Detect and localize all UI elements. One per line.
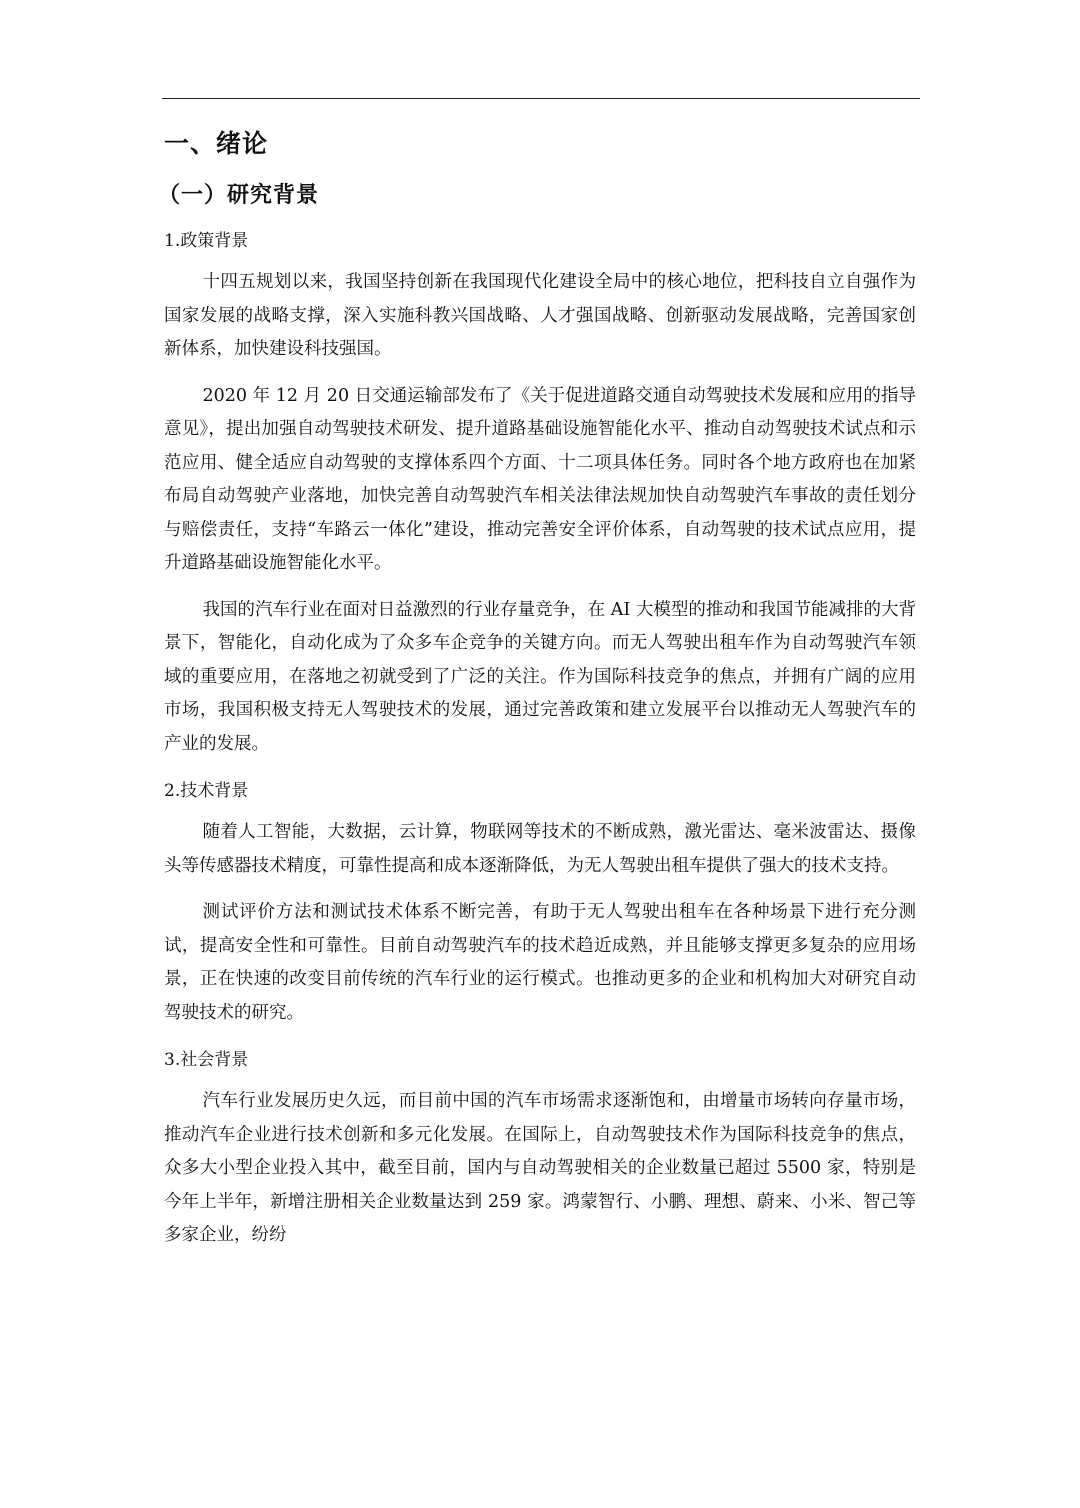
paragraph: 汽车行业发展历史久远，而目前中国的汽车市场需求逐渐饱和，由增量市场转向存量市场，推动汽车企业进行技术创新和多元化发展。在国际上，自动驾驶技术作为国际科技竞争的焦点，众多大小型企业投入其中，截至目前，国内与自动驾驶相关的企业数量已超过 5500 家，特别是今年上半年，新增注册相关企业数量达到 259 家。鸿蒙智行、小鹏、理想、蔚来、小米、智己等多家企业，纷纷 [164,1091,916,1245]
paragraph: 我国的汽车行业在面对日益激烈的行业存量竞争，在 AI 大模型的推动和我国节能减排的大背景下，智能化，自动化成为了众多车企竞争的关键方向。而无人驾驶出租车作为自动驾驶汽车领域的重要应用，在落地之初就受到了广泛的关注。作为国际科技竞争的焦点，并拥有广阔的应用市场，我国积极支持无人驾驶技术的发展，通过完善政策和建立发展平台以推动无人驾驶汽车的产业的发展。 [164,599,916,754]
paragraph: 测试评价方法和测试技术体系不断完善，有助于无人驾驶出租车在各种场景下进行充分测试，提高安全性和可靠性。目前自动驾驶汽车的技术趋近成熟，并且能够支撑更多复杂的应用场景，正在快速的改变目前传统的汽车行业的运行模式。也推动更多的企业和机构加大对研究自动驾驶技术的研究。 [164,902,916,1023]
subsection-title-technology: 2.技术背景 [164,781,249,801]
paragraph: 随着人工智能，大数据，云计算，物联网等技术的不断成熟，激光雷达、毫米波雷达、摄像头等传感器技术精度，可靠性提高和成本逐渐降低，为无人驾驶出租车提供了强大的技术支持。 [164,822,916,876]
paragraph: 2020 年 12 月 20 日交通运输部发布了《关于促进道路交通自动驾驶技术发展和应用的指导意见》，提出加强自动驾驶技术研发、提升道路基础设施智能化水平、推动自动驾驶技术试点和示范应用、健全适应自动驾驶的支撑体系四个方面、十二项具体任务。同时各个地方政府也在加紧布局自动驾驶产业落地，加快完善自动驾驶汽车相关法律法规加快自动驾驶汽车事故的责任划分与赔偿责任，支持“车路云一体化”建设，推动完善安全评价体系，自动驾驶的技术试点应用，提升道路基础设施智能化水平。 [164,385,916,573]
subsection-title-society: 3.社会背景 [164,1050,249,1070]
subsection-title-policy: 1.政策背景 [164,231,249,251]
chapter-heading: 一、绪论 [164,129,269,158]
header-rule [162,98,920,99]
paragraph: 十四五规划以来，我国坚持创新在我国现代化建设全局中的核心地位，把科技自立自强作为国家发展的战略支撑，深入实施科教兴国战略、人才强国战略、创新驱动发展战略，完善国家创新体系，加快建设科技强国。 [164,272,916,359]
page-content [158,120,916,1266]
section-heading: （一）研究背景 [158,183,320,208]
